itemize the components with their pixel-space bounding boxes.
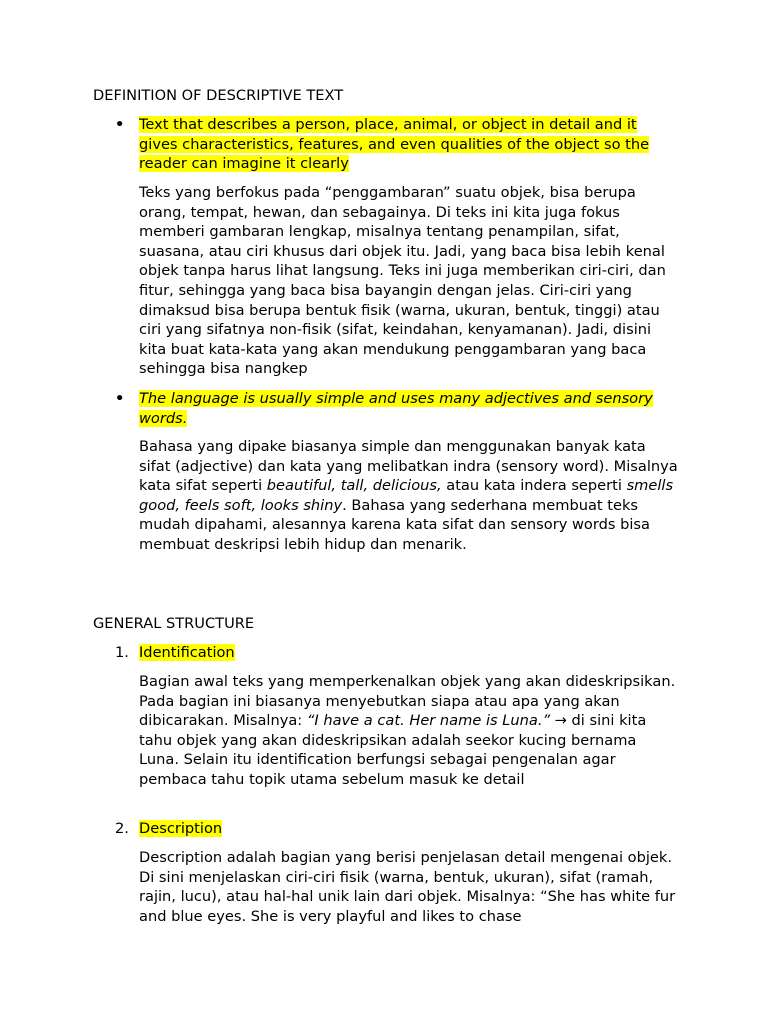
list-number: 2. (115, 820, 129, 837)
bullet-text-definition: Text that describes a person, place, animal, or object in detail and it gives characteristics, features, and even qualities of the object so the reader can imagine it clearly (139, 116, 650, 173)
numbered-item-identification (115, 643, 679, 663)
text-run-italic: “I have a cat. Her name is Luna.” (306, 712, 551, 730)
bullet-icon: • (115, 116, 125, 133)
text-run: atau kata indera seperti (441, 477, 627, 495)
text-run: → di sini kita tahu objek yang akan dideskripsikan adalah seekor kucing bernama Luna. Selain itu identification berfungsi sebagai pengenalan agar pembaca tahu topik utama sebelum masuk ke detail (139, 712, 647, 788)
description-label: Description (139, 820, 223, 837)
text-run-italic: beautiful, tall, delicious, (266, 477, 442, 495)
structure-heading: GENERAL STRUCTURE (93, 615, 255, 632)
bullet-text-language: The language is usually simple and uses many adjectives and sensory words. (139, 390, 653, 427)
paragraph-language-explanation (139, 437, 679, 555)
identification-label: Identification (139, 644, 235, 661)
definition-heading: DEFINITION OF DESCRIPTIVE TEXT (93, 87, 344, 104)
numbered-item-description (115, 819, 679, 839)
text-run-italic: smells good, feels soft, looks shiny (139, 477, 674, 514)
text-run: Bagian awal teks yang memperkenalkan objek yang akan dideskripsikan. Pada bagian ini biasanya menyebutkan siapa atau apa yang akan dibicarakan. Misalnya: (139, 673, 676, 730)
list-number: 1. (115, 644, 129, 661)
paragraph-description: Description adalah bagian yang berisi penjelasan detail mengenai objek. Di sini menjelaskan ciri-ciri fisik (warna, bentuk, ukuran), sifat (ramah, rajin, lucu), atau hal-hal unik lain dari objek. Misalnya: “She has white fur and blue eyes. She is very playful and likes to chase (139, 849, 676, 925)
text-run: . Bahasa yang sederhana membuat teks mudah dipahami, alesannya karena kata sifat dan sensory words bisa membuat deskripsi lebih hidup dan menarik. (139, 496, 650, 553)
bullet-icon: • (115, 390, 125, 407)
paragraph-identification (139, 672, 679, 790)
text-run: Bahasa yang dipake biasanya simple dan menggunakan banyak kata sifat (adjective) dan kata yang melibatkan indra (sensory word). Misalnya kata sifat seperti (139, 438, 678, 495)
bullet-item-definition (115, 115, 679, 174)
paragraph-definition-explanation: Teks yang berfokus pada “penggambaran” suatu objek, bisa berupa orang, tempat, hewan, dan sebagainya. Di teks ini kita juga fokus memberi gambaran lengkap, misalnya tentang penampilan, sifat, suasana, atau ciri khusus dari objek itu. Jadi, yang baca bisa lebih kenal objek tanpa harus lihat langsung. Teks ini juga memberikan ciri-ciri, dan fitur, sehingga yang baca bisa bayangin dengan jelas. Ciri-ciri yang dimaksud bisa berupa bentuk fisik (warna, ukuran, bentuk, tinggi) atau ciri yang sifatnya non-fisik (sifat, keindahan, kenyamanan). Jadi, disini kita buat kata-kata yang akan mendukung penggambaran yang baca sehingga bisa nangkep (139, 184, 666, 378)
bullet-item-language (115, 389, 679, 428)
